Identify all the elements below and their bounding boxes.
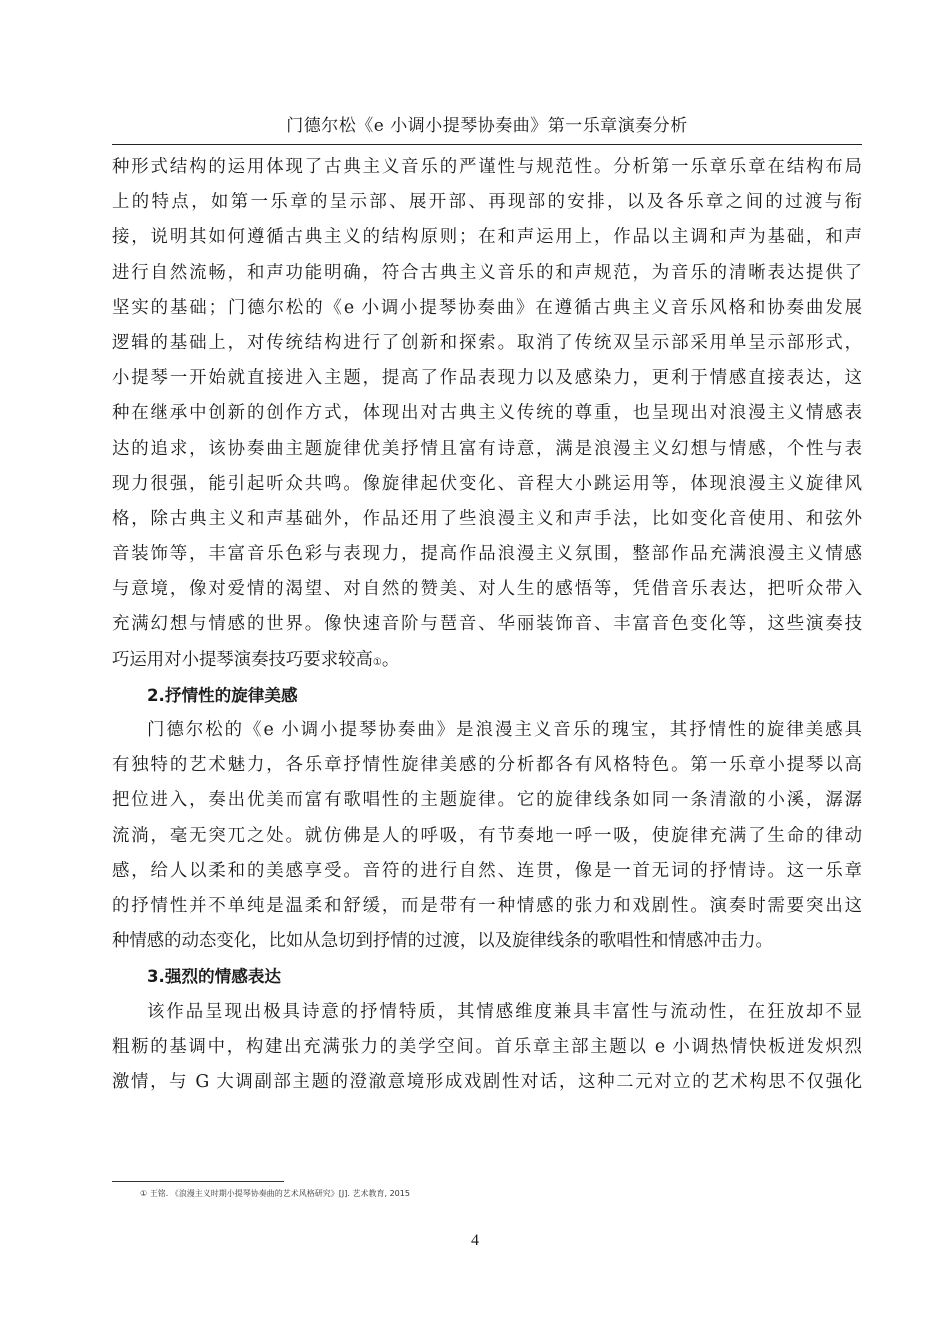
- text-line: 该作品呈现出极具诗意的抒情特质，其情感维度兼具丰富性与流动性，在狂放却不显: [147, 1001, 862, 1022]
- text-line: 坚实的基础；门德尔松的《e 小调小提琴协奏曲》在遵循古典主义音乐风格和协奏曲发展: [112, 297, 862, 318]
- paragraph-1-last-line: 巧运用对小提琴演奏技巧要求较高①。: [112, 649, 400, 670]
- section-heading-2: 2.抒情性的旋律美感: [147, 685, 298, 705]
- text-line: 流淌，毫无突兀之处。就仿佛是人的呼吸，有节奏地一呼一吸，使旋律充满了生命的律动: [112, 825, 862, 846]
- text-line: 接，说明其如何遵循古典主义的结构原则；在和声运用上，作品以主调和声为基础，和声: [112, 227, 862, 248]
- text-line: 种情感的动态变化，比如从急切到抒情的过渡，以及旋律线条的歌唱性和情感冲击力。: [112, 931, 773, 952]
- text-line: 音装饰等，丰富音乐色彩与表现力，提高作品浪漫主义氛围，整部作品充满浪漫主义情感: [112, 544, 862, 565]
- footnote: ① 王铭. 《浪漫主义时期小提琴协奏曲的艺术风格研究》[J]. 艺术教育, 2015: [140, 1189, 410, 1198]
- body-text: [112, 150, 862, 1100]
- text-line: 粗粝的基调中，构建出充满张力的美学空间。首乐章主部主题以 e 小调热情快板迸发炽烈: [112, 1036, 862, 1057]
- text-line: 逻辑的基础上，对传统结构进行了创新和探索。取消了传统双呈示部采用单呈示部形式，: [112, 332, 862, 353]
- section-heading-3: 3.强烈的情感表达: [147, 967, 282, 987]
- text-line: 小提琴一开始就直接进入主题，提高了作品表现力以及感染力，更利于情感直接表达，这: [112, 368, 862, 389]
- text-line: 达的追求，该协奏曲主题旋律优美抒情且富有诗意，满是浪漫主义幻想与情感，个性与表: [112, 438, 862, 459]
- text-line: 格，除古典主义和声基础外，作品还用了些浪漫主义和声手法，比如变化音使用、和弦外: [112, 508, 862, 529]
- text-line: 充满幻想与情感的世界。像快速音阶与琶音、华丽装饰音、丰富音色变化等，这些演奏技: [112, 614, 862, 635]
- footnote-rule: [112, 1181, 284, 1182]
- page-number: 4: [471, 1232, 479, 1249]
- text-line: 感，给人以柔和的美感享受。音符的进行自然、连贯，像是一首无词的抒情诗。这一乐章: [112, 860, 862, 881]
- text-line: 种在继承中创新的创作方式，体现出对古典主义传统的尊重，也呈现出对浪漫主义情感表: [112, 403, 862, 424]
- paragraph-2: [112, 713, 862, 959]
- footnote-reference[interactable]: ①: [372, 656, 382, 668]
- paragraph-1: [112, 150, 862, 643]
- text-line: 上的特点，如第一乐章的呈示部、展开部、再现部的安排，以及各乐章之间的过渡与衔: [112, 192, 862, 213]
- text-line: 门德尔松的《e 小调小提琴协奏曲》是浪漫主义音乐的瑰宝，其抒情性的旋律美感具: [147, 720, 862, 740]
- text-line: 激情，与 G 大调副部主题的澄澈意境形成戏剧性对话，这种二元对立的艺术构思不仅强化: [112, 1071, 862, 1092]
- text-line: 与意境，像对爱情的渴望、对自然的赞美、对人生的感悟等，凭借音乐表达，把听众带入: [112, 579, 862, 600]
- text-line: 有独特的艺术魅力，各乐章抒情性旋律美感的分析都各有风格特色。第一乐章小提琴以高: [112, 755, 862, 776]
- text-line: 现力很强，能引起听众共鸣。像旋律起伏变化、音程大小跳运用等，体现浪漫主义旋律风: [112, 473, 862, 494]
- running-header: 门德尔松《e 小调小提琴协奏曲》第一乐章演奏分析: [286, 116, 688, 136]
- text-line: 的抒情性并不单纯是温柔和舒缓，而是带有一种情感的张力和戏剧性。演奏时需要突出这: [112, 895, 862, 916]
- paragraph-3: [112, 995, 862, 1101]
- text-line: 种形式结构的运用体现了古典主义音乐的严谨性与规范性。分析第一乐章乐章在结构布局: [112, 157, 862, 177]
- text-line: 进行自然流畅，和声功能明确，符合古典主义音乐的和声规范，为音乐的清晰表达提供了: [112, 262, 862, 283]
- header-rule: [112, 144, 862, 145]
- text-line: 把位进入，奏出优美而富有歌唱性的主题旋律。它的旋律线条如同一条清澈的小溪，潺潺: [112, 790, 862, 811]
